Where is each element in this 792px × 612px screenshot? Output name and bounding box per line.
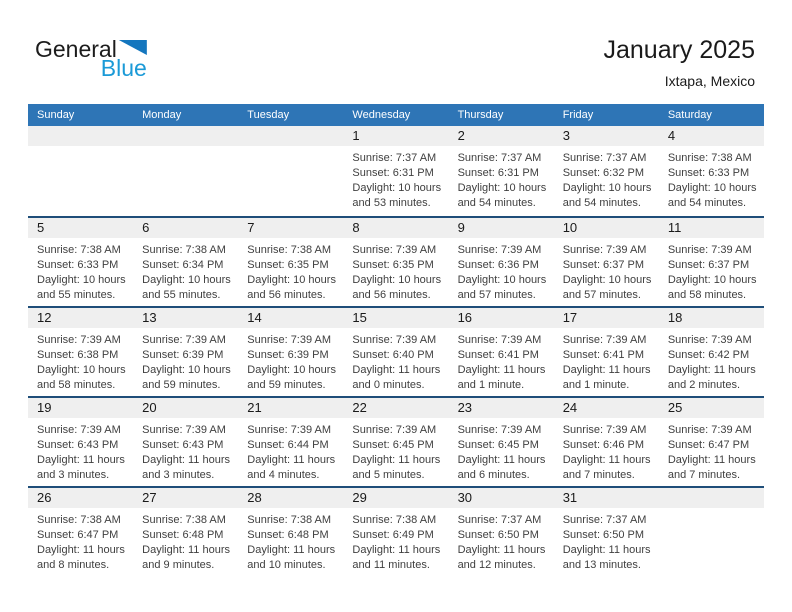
day-cell	[238, 488, 343, 576]
day-number: 18	[659, 308, 764, 328]
detail-line: and 56 minutes.	[352, 289, 431, 301]
week-row	[28, 486, 764, 576]
day-cell	[133, 488, 238, 576]
day-cell	[28, 308, 133, 396]
detail-line: Sunrise: 7:39 AM	[667, 244, 752, 256]
detail-line: Sunset: 6:39 PM	[247, 349, 329, 361]
detail-line: Sunrise: 7:39 AM	[457, 244, 542, 256]
detail-line: and 2 minutes.	[667, 379, 740, 391]
detail-line: Daylight: 11 hours	[457, 364, 546, 376]
day-cell	[449, 308, 554, 396]
detail-line: Sunset: 6:45 PM	[457, 439, 539, 451]
day-cell	[28, 218, 133, 306]
day-details	[343, 418, 448, 483]
empty-day-cell	[238, 126, 343, 216]
day-cell	[343, 488, 448, 576]
weekday-header: Friday	[562, 109, 594, 121]
detail-line: Daylight: 10 hours	[247, 364, 336, 376]
day-cell	[28, 488, 133, 576]
day-details	[238, 238, 343, 303]
day-cell	[343, 398, 448, 486]
day-details	[554, 508, 659, 573]
detail-line: Sunset: 6:50 PM	[457, 529, 539, 541]
detail-line: Daylight: 11 hours	[562, 364, 651, 376]
detail-line: and 7 minutes.	[562, 469, 635, 481]
detail-line: Sunset: 6:37 PM	[562, 259, 645, 271]
detail-line: Sunset: 6:33 PM	[667, 167, 750, 179]
day-details	[449, 146, 554, 211]
detail-line: Sunrise: 7:38 AM	[247, 514, 332, 526]
day-cell	[238, 218, 343, 306]
day-details	[133, 508, 238, 573]
detail-line: Sunrise: 7:38 AM	[37, 244, 121, 256]
detail-line: Daylight: 11 hours	[562, 544, 651, 556]
day-number: 4	[659, 126, 764, 146]
day-cell	[554, 308, 659, 396]
day-details	[659, 418, 764, 483]
detail-line: Daylight: 11 hours	[562, 454, 651, 466]
day-details	[238, 328, 343, 393]
day-cell	[659, 308, 764, 396]
detail-line: Sunrise: 7:39 AM	[352, 334, 437, 346]
detail-line: Sunrise: 7:39 AM	[667, 424, 752, 436]
calendar-grid	[28, 126, 764, 576]
detail-line: Daylight: 11 hours	[247, 454, 336, 466]
day-details	[449, 508, 554, 573]
detail-line: Sunset: 6:36 PM	[457, 259, 539, 271]
detail-line: Sunset: 6:31 PM	[457, 167, 539, 179]
detail-line: Sunrise: 7:38 AM	[37, 514, 121, 526]
detail-line: Sunset: 6:37 PM	[667, 259, 750, 271]
detail-line: Sunrise: 7:37 AM	[562, 514, 647, 526]
detail-line: and 59 minutes.	[142, 379, 221, 391]
weekday-header: Monday	[142, 109, 182, 121]
day-cell	[133, 218, 238, 306]
detail-line: and 53 minutes.	[352, 197, 431, 209]
detail-line: and 6 minutes.	[457, 469, 530, 481]
day-cell	[554, 488, 659, 576]
day-details	[659, 508, 764, 513]
detail-line: Daylight: 11 hours	[667, 364, 756, 376]
day-cell	[554, 398, 659, 486]
day-details	[554, 328, 659, 393]
detail-line: and 12 minutes.	[457, 559, 536, 571]
detail-line: and 10 minutes.	[247, 559, 326, 571]
detail-line: Daylight: 11 hours	[667, 454, 756, 466]
detail-line: and 57 minutes.	[562, 289, 641, 301]
week-row	[28, 396, 764, 486]
detail-line: Daylight: 10 hours	[142, 364, 231, 376]
weekday-header: Sunday	[37, 109, 75, 121]
detail-line: Sunrise: 7:39 AM	[562, 244, 647, 256]
detail-line: Sunrise: 7:39 AM	[247, 424, 332, 436]
detail-line: Daylight: 10 hours	[352, 182, 442, 194]
day-number	[28, 126, 133, 146]
detail-line: Sunrise: 7:39 AM	[352, 244, 437, 256]
detail-line: Sunset: 6:33 PM	[37, 259, 119, 271]
day-cell	[659, 218, 764, 306]
detail-line: Sunset: 6:42 PM	[667, 349, 750, 361]
day-number: 23	[449, 398, 554, 418]
detail-line: Sunset: 6:47 PM	[37, 529, 119, 541]
detail-line: Sunrise: 7:39 AM	[457, 334, 542, 346]
day-number: 1	[343, 126, 448, 146]
day-number: 7	[238, 218, 343, 238]
day-cell	[554, 126, 659, 216]
day-details	[449, 328, 554, 393]
detail-line: and 57 minutes.	[457, 289, 536, 301]
empty-day-cell	[28, 126, 133, 216]
detail-line: and 54 minutes.	[667, 197, 747, 209]
weekday-header: Saturday	[667, 109, 712, 121]
week-row	[28, 306, 764, 396]
day-details	[449, 238, 554, 303]
detail-line: Sunrise: 7:37 AM	[562, 152, 647, 164]
day-details	[238, 146, 343, 151]
day-cell	[659, 398, 764, 486]
day-cell	[659, 126, 764, 216]
weekday-header: Tuesday	[247, 109, 290, 121]
detail-line: and 4 minutes.	[247, 469, 320, 481]
week-row	[28, 216, 764, 306]
detail-line: Sunset: 6:50 PM	[562, 529, 645, 541]
detail-line: Sunset: 6:46 PM	[562, 439, 645, 451]
detail-line: Sunrise: 7:38 AM	[142, 244, 226, 256]
detail-line: and 54 minutes.	[562, 197, 641, 209]
day-cell	[238, 398, 343, 486]
day-number: 9	[449, 218, 554, 238]
day-details	[554, 418, 659, 483]
detail-line: and 3 minutes.	[142, 469, 215, 481]
detail-line: Sunrise: 7:38 AM	[247, 244, 332, 256]
page-title: January 2025	[603, 36, 755, 64]
detail-line: Sunrise: 7:39 AM	[247, 334, 332, 346]
day-number: 17	[554, 308, 659, 328]
day-number: 30	[449, 488, 554, 508]
day-number: 16	[449, 308, 554, 328]
day-details	[343, 238, 448, 303]
detail-line: Sunrise: 7:39 AM	[37, 424, 121, 436]
detail-line: Sunrise: 7:39 AM	[562, 334, 647, 346]
detail-line: Sunrise: 7:39 AM	[37, 334, 121, 346]
detail-line: Daylight: 11 hours	[37, 454, 125, 466]
detail-line: Daylight: 11 hours	[142, 544, 230, 556]
detail-line: Daylight: 11 hours	[37, 544, 125, 556]
day-details	[343, 146, 448, 211]
day-details	[133, 328, 238, 393]
day-details	[659, 238, 764, 303]
detail-line: Sunset: 6:38 PM	[37, 349, 119, 361]
detail-line: Sunset: 6:41 PM	[562, 349, 645, 361]
day-details	[133, 418, 238, 483]
weekday-header: Wednesday	[352, 109, 411, 121]
detail-line: Daylight: 10 hours	[667, 274, 757, 286]
day-number: 13	[133, 308, 238, 328]
detail-line: Daylight: 10 hours	[667, 182, 757, 194]
weekday-header-row	[28, 104, 764, 126]
detail-line: Sunrise: 7:38 AM	[352, 514, 437, 526]
day-cell	[554, 218, 659, 306]
day-cell	[449, 488, 554, 576]
day-number: 24	[554, 398, 659, 418]
detail-line: Sunset: 6:35 PM	[352, 259, 434, 271]
day-details	[659, 328, 764, 393]
day-number: 14	[238, 308, 343, 328]
detail-line: Daylight: 11 hours	[457, 544, 546, 556]
day-number: 5	[28, 218, 133, 238]
logo-triangle-icon	[119, 40, 147, 55]
empty-day-cell	[659, 488, 764, 576]
day-number	[238, 126, 343, 146]
detail-line: and 59 minutes.	[247, 379, 326, 391]
detail-line: Sunset: 6:47 PM	[667, 439, 750, 451]
day-details	[28, 328, 133, 393]
detail-line: Sunset: 6:32 PM	[562, 167, 645, 179]
day-details	[28, 418, 133, 483]
detail-line: and 13 minutes.	[562, 559, 641, 571]
day-number: 11	[659, 218, 764, 238]
detail-line: Daylight: 10 hours	[457, 274, 547, 286]
day-cell	[343, 308, 448, 396]
detail-line: Sunrise: 7:39 AM	[667, 334, 752, 346]
detail-line: Sunset: 6:39 PM	[142, 349, 224, 361]
day-number: 12	[28, 308, 133, 328]
detail-line: Sunset: 6:48 PM	[247, 529, 329, 541]
detail-line: and 58 minutes.	[37, 379, 116, 391]
title-block	[603, 36, 755, 89]
detail-line: and 8 minutes.	[37, 559, 110, 571]
day-number: 28	[238, 488, 343, 508]
detail-line: Sunset: 6:44 PM	[247, 439, 329, 451]
day-cell	[449, 398, 554, 486]
day-cell	[449, 126, 554, 216]
detail-line: Daylight: 10 hours	[352, 274, 442, 286]
detail-line: Daylight: 11 hours	[457, 454, 546, 466]
day-number: 2	[449, 126, 554, 146]
empty-day-cell	[133, 126, 238, 216]
day-details	[28, 238, 133, 303]
detail-line: Sunrise: 7:38 AM	[667, 152, 752, 164]
day-details	[449, 418, 554, 483]
day-cell	[343, 218, 448, 306]
detail-line: Daylight: 10 hours	[37, 274, 126, 286]
detail-line: Sunset: 6:40 PM	[352, 349, 434, 361]
day-cell	[449, 218, 554, 306]
day-details	[238, 508, 343, 573]
day-number: 25	[659, 398, 764, 418]
detail-line: and 56 minutes.	[247, 289, 326, 301]
detail-line: Sunrise: 7:39 AM	[142, 424, 226, 436]
detail-line: Sunrise: 7:39 AM	[562, 424, 647, 436]
detail-line: and 0 minutes.	[352, 379, 425, 391]
day-cell	[133, 308, 238, 396]
logo-text-general: General	[35, 36, 117, 62]
page-subtitle: Ixtapa, Mexico	[664, 73, 755, 89]
day-number: 20	[133, 398, 238, 418]
detail-line: Daylight: 10 hours	[247, 274, 336, 286]
detail-line: Sunset: 6:31 PM	[352, 167, 434, 179]
detail-line: Sunset: 6:45 PM	[352, 439, 434, 451]
detail-line: and 7 minutes.	[667, 469, 740, 481]
day-number: 10	[554, 218, 659, 238]
week-row	[28, 126, 764, 216]
detail-line: Sunrise: 7:39 AM	[142, 334, 226, 346]
day-details	[28, 146, 133, 151]
day-number: 21	[238, 398, 343, 418]
detail-line: and 55 minutes.	[142, 289, 221, 301]
weekday-header: Thursday	[457, 109, 504, 121]
day-details	[659, 146, 764, 211]
detail-line: and 9 minutes.	[142, 559, 215, 571]
detail-line: Sunrise: 7:37 AM	[352, 152, 437, 164]
day-details	[343, 508, 448, 573]
day-number: 6	[133, 218, 238, 238]
day-details	[238, 418, 343, 483]
day-details	[554, 146, 659, 211]
detail-line: and 58 minutes.	[667, 289, 747, 301]
detail-line: Daylight: 10 hours	[37, 364, 126, 376]
day-cell	[238, 308, 343, 396]
day-number: 19	[28, 398, 133, 418]
day-number: 8	[343, 218, 448, 238]
day-cell	[28, 398, 133, 486]
detail-line: Daylight: 11 hours	[352, 454, 441, 466]
detail-line: and 5 minutes.	[352, 469, 425, 481]
calendar-table	[28, 104, 764, 576]
day-number: 27	[133, 488, 238, 508]
day-cell	[343, 126, 448, 216]
detail-line: Daylight: 10 hours	[457, 182, 547, 194]
detail-line: Sunset: 6:35 PM	[247, 259, 329, 271]
day-details	[133, 146, 238, 151]
detail-line: and 3 minutes.	[37, 469, 110, 481]
day-number: 31	[554, 488, 659, 508]
day-number	[659, 488, 764, 508]
detail-line: Daylight: 11 hours	[142, 454, 230, 466]
detail-line: Sunrise: 7:38 AM	[142, 514, 226, 526]
detail-line: Sunset: 6:48 PM	[142, 529, 224, 541]
detail-line: and 55 minutes.	[37, 289, 116, 301]
day-number: 15	[343, 308, 448, 328]
day-number: 26	[28, 488, 133, 508]
page-header	[0, 0, 792, 104]
detail-line: Sunrise: 7:39 AM	[352, 424, 437, 436]
day-number	[133, 126, 238, 146]
detail-line: and 11 minutes.	[352, 559, 430, 571]
detail-line: Daylight: 11 hours	[247, 544, 336, 556]
detail-line: Sunset: 6:43 PM	[142, 439, 224, 451]
detail-line: Sunset: 6:34 PM	[142, 259, 224, 271]
day-details	[28, 508, 133, 573]
detail-line: Sunrise: 7:37 AM	[457, 152, 542, 164]
detail-line: and 54 minutes.	[457, 197, 536, 209]
day-cell	[133, 398, 238, 486]
detail-line: and 1 minute.	[457, 379, 525, 391]
logo-text-blue: Blue	[100, 55, 147, 81]
detail-line: Daylight: 11 hours	[352, 544, 441, 556]
detail-line: Sunset: 6:43 PM	[37, 439, 119, 451]
detail-line: Daylight: 10 hours	[142, 274, 231, 286]
day-details	[554, 238, 659, 303]
detail-line: Sunrise: 7:37 AM	[457, 514, 542, 526]
detail-line: Sunset: 6:41 PM	[457, 349, 539, 361]
detail-line: Sunset: 6:49 PM	[352, 529, 434, 541]
general-blue-logo	[35, 38, 147, 79]
detail-line: Daylight: 10 hours	[562, 182, 652, 194]
detail-line: Daylight: 11 hours	[352, 364, 441, 376]
detail-line: Sunrise: 7:39 AM	[457, 424, 542, 436]
detail-line: Daylight: 10 hours	[562, 274, 652, 286]
detail-line: and 1 minute.	[562, 379, 630, 391]
day-details	[343, 328, 448, 393]
day-number: 22	[343, 398, 448, 418]
day-number: 3	[554, 126, 659, 146]
day-number: 29	[343, 488, 448, 508]
day-details	[133, 238, 238, 303]
